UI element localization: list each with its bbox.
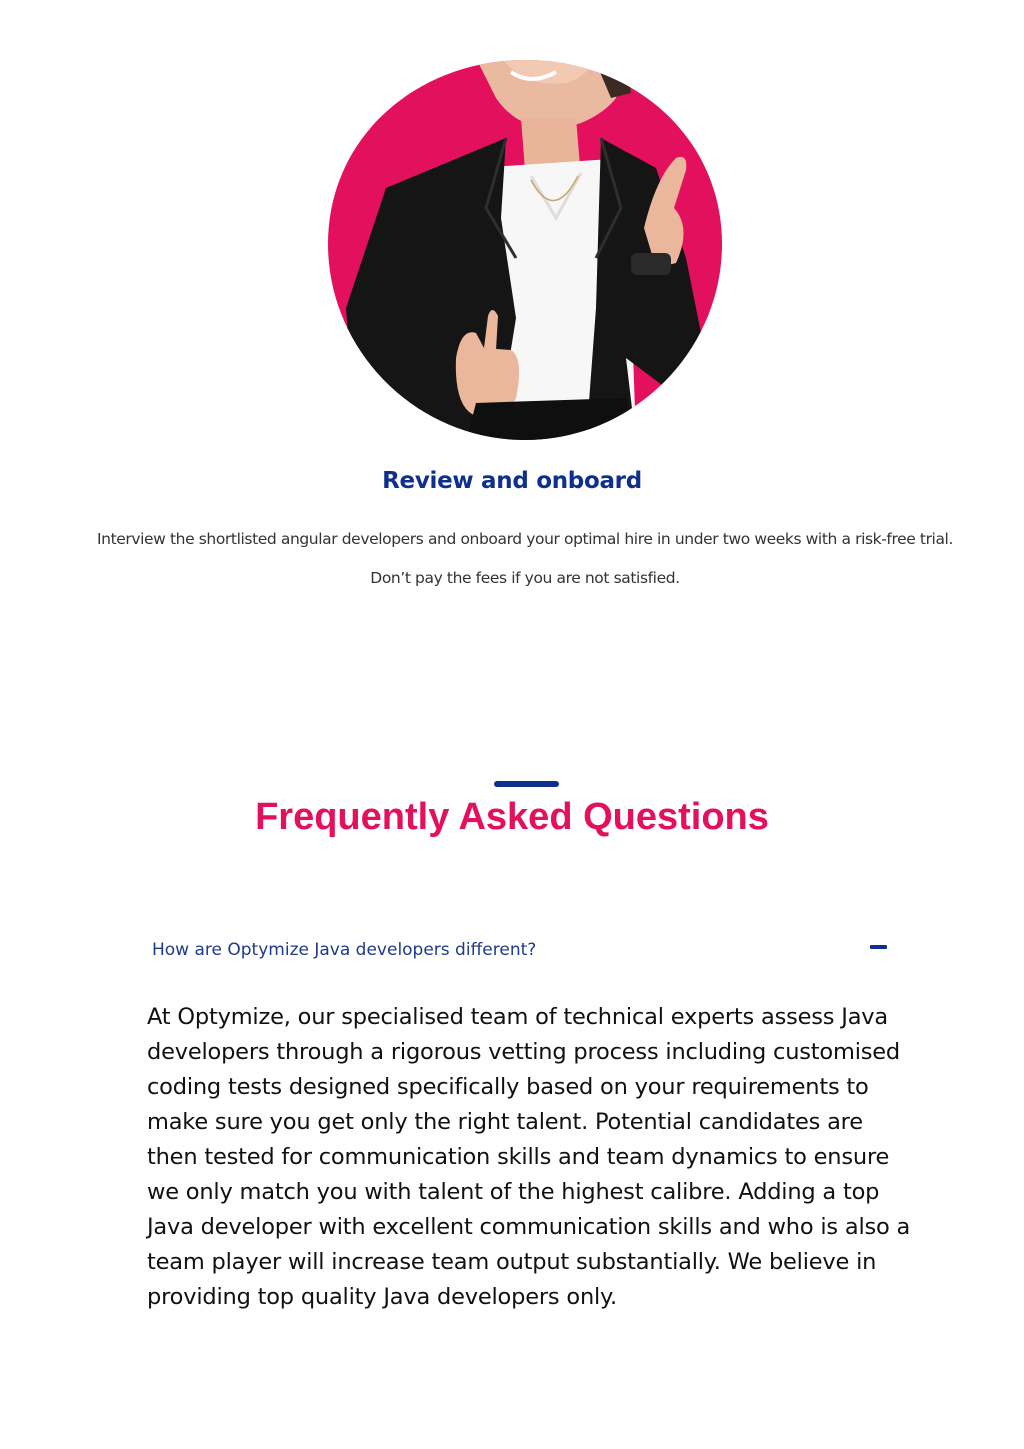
step-description: Interview the shortlisted angular developers and onboard your optimal hire in under two weeks with a risk-free trial. Don’t pay the fees if you are not satisfied. xyxy=(96,530,953,587)
hero-image xyxy=(326,58,724,442)
minus-icon[interactable] xyxy=(870,945,887,949)
person-illustration xyxy=(326,58,724,442)
faq-answer: At Optymize, our specialised team of technical experts assess Java developers through a rigorous vetting process including customised coding tests designed specifically based on your requirements to make sure you get only the right talent. Potential candidates are then tested for communication skills and team dynamics to ensure we only match you with talent of the highest calibre. Adding a top Java developer with excellent communication skills and who is also a team player will increase team output substantially. We believe in providing top quality Java developers only. xyxy=(147,1004,911,1310)
step-title: Review and onboard xyxy=(382,468,642,494)
faq-accent-bar xyxy=(494,781,559,787)
faq-question[interactable]: How are Optymize Java developers different? xyxy=(152,940,537,960)
faq-heading: Frequently Asked Questions xyxy=(255,796,769,838)
